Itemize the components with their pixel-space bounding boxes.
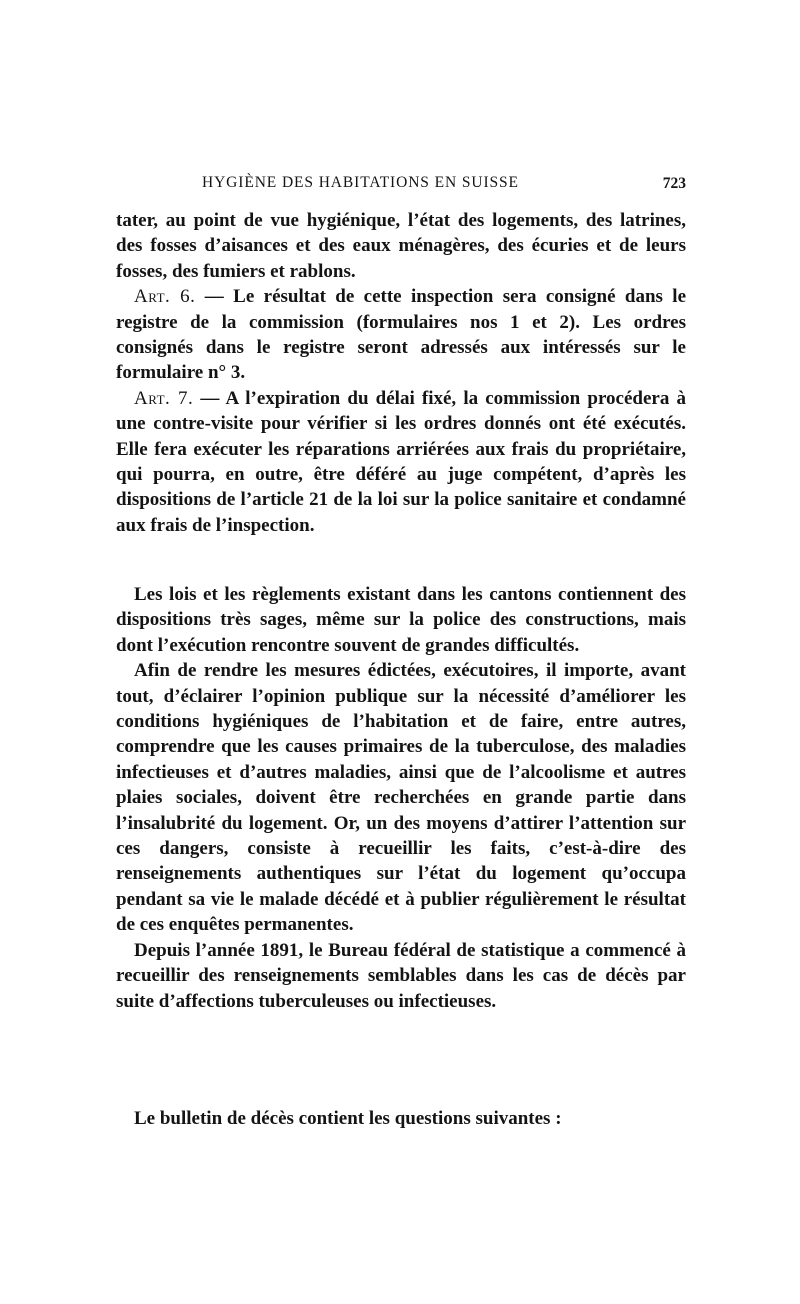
regulation-articles-block bbox=[116, 208, 686, 538]
bulletin-intro-block bbox=[116, 1106, 686, 1131]
paragraph-laws: Les lois et les règlements existant dans les cantons contiennent des dispositions très sages, même sur la police des constructions, mais dont l’exécution rencontre souvent de grandes difficultés. bbox=[116, 584, 686, 656]
article-7-paragraph bbox=[116, 386, 686, 538]
paragraph-public-opinion: Afin de rendre les mesures édictées, exécutoires, il importe, avant tout, d’éclairer l’opinion publique sur la nécessité d’améliorer les conditions hygiéniques de l’habitation et de faire, entre autres, comprendre que les causes primaires de la tuberculose, des maladies infectieuses et d’autres maladies, ainsi que de l’alcoolisme et autres plaies sociales, doivent être recherchées en grande partie dans l’insalubrité du logement. Or, un des moyens d’attirer l’attention sur ces dangers, consiste à recueillir les faits, c’est-à-dire des renseignements authentiques sur l’état du logement qu’occupa pendant sa vie le malade décédé et à publier régulièrement le résultat de ces enquêtes permanentes. bbox=[116, 660, 686, 936]
paragraph-continuation: tater, au point de vue hygiénique, l’état des logements, des latrines, des fosses d’aisances et des eaux ménagères, des écuries et de leurs fosses, des fumiers et rablons. bbox=[116, 210, 686, 282]
article-6-text: — Le résultat de cette inspection sera consigné dans le registre de la commission (formulaires nos 1 et 2). Les ordres consignés dans le registre seront adressés aux intéressés sur le formulaire n° 3. bbox=[116, 286, 686, 384]
article-6-paragraph bbox=[116, 284, 686, 386]
running-title: HYGIÈNE DES HABITATIONS EN SUISSE bbox=[202, 174, 519, 191]
article-7-label: Art. 7. bbox=[134, 387, 194, 409]
running-head bbox=[116, 174, 686, 198]
page-number: 723 bbox=[662, 175, 686, 192]
paragraph-bulletin: Le bulletin de décès contient les questions suivantes : bbox=[134, 1108, 562, 1129]
article-6-label: Art. 6. bbox=[134, 286, 196, 308]
article-7-text: — A l’expiration du délai fixé, la commission procédera à une contre-visite pour vérifier si les ordres donnés ont été exécutés. Elle fera exécuter les réparations arriérées aux frais du propriétaire, qui pourra, en outre, être déféré au juge compétent, d’après les dispositions de l’article 21 de la loi sur la police sanitaire et condamné aux frais de l’inspection. bbox=[116, 387, 686, 536]
commentary-block bbox=[116, 582, 686, 1014]
paragraph-federal-bureau: Depuis l’année 1891, le Bureau fédéral de statistique a commencé à recueillir des renseignements semblables dans les cas de décès par suite d’affections tuberculeuses ou infectieuses. bbox=[116, 939, 686, 1012]
